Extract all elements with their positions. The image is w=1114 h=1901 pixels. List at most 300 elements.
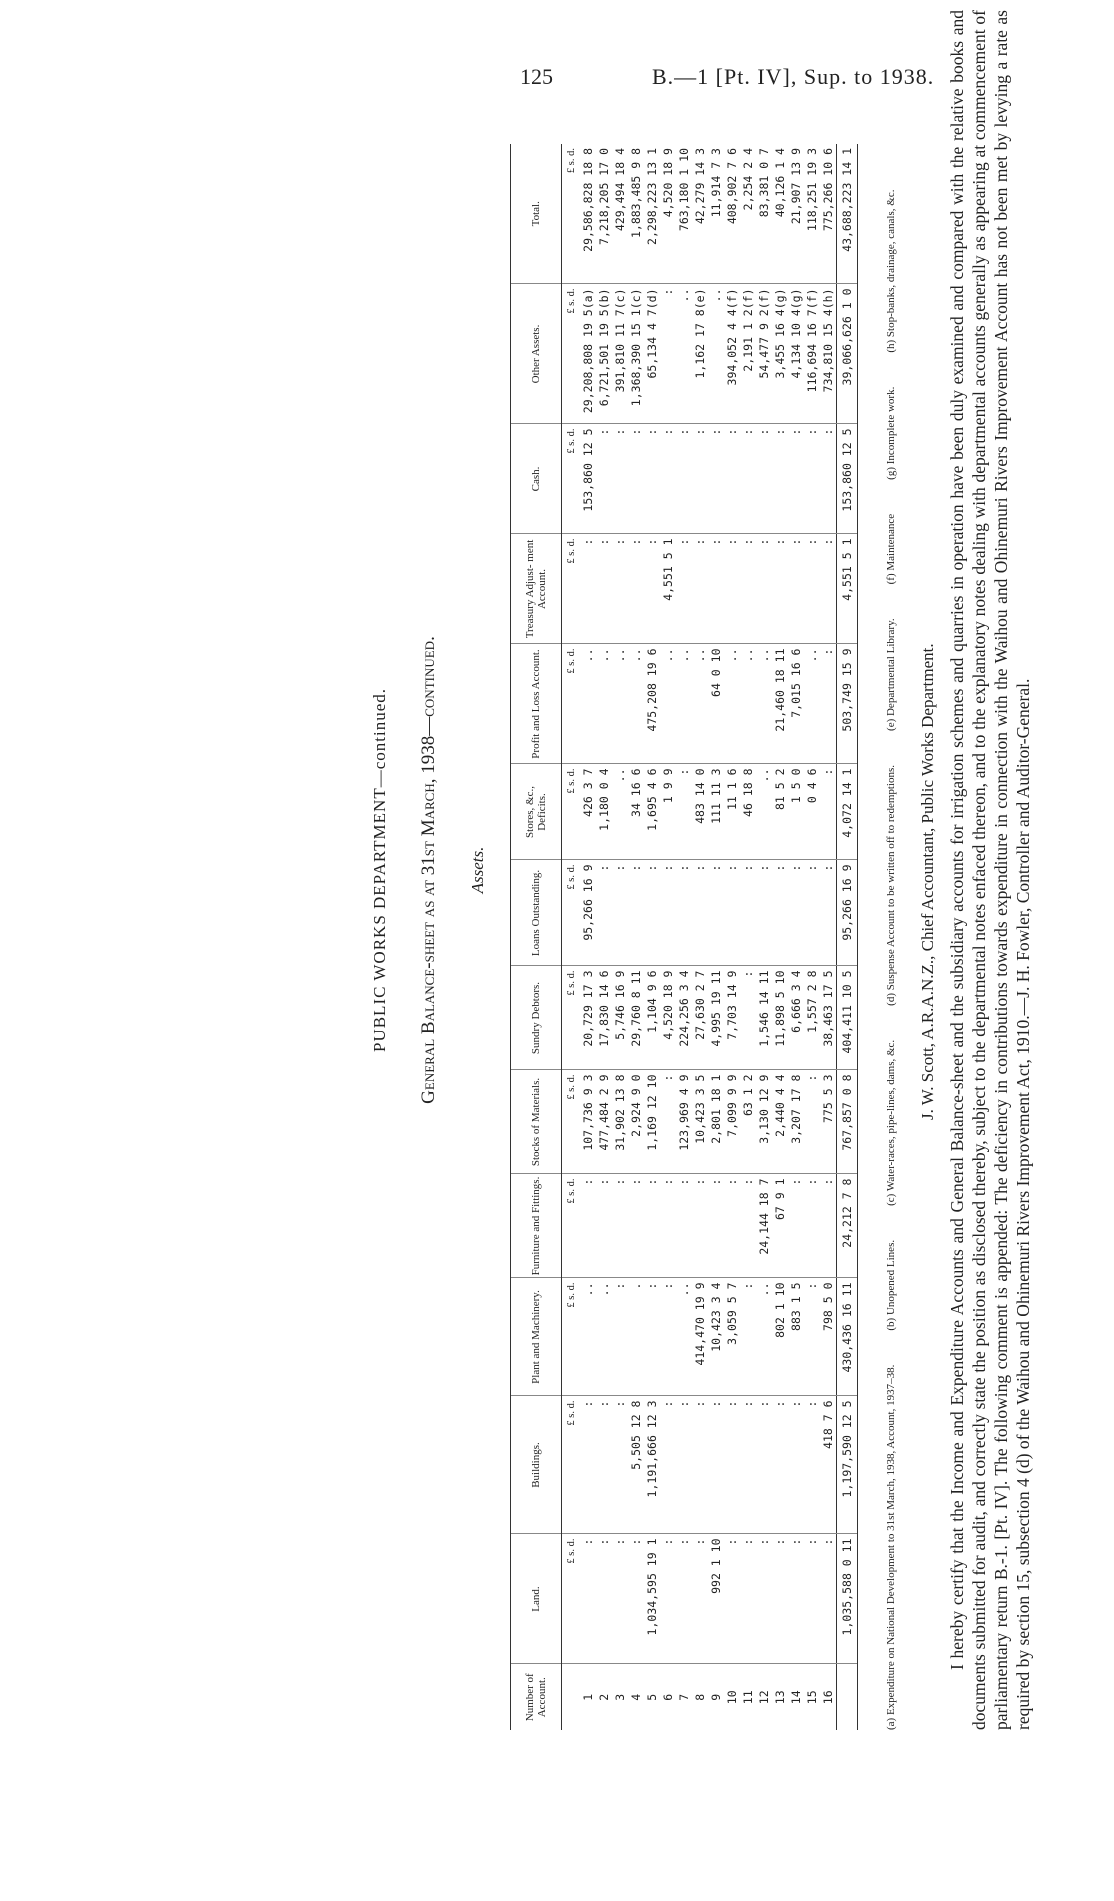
table-cell: 1 5 0	[788, 764, 804, 860]
table-cell: :	[740, 860, 756, 966]
table-cell: :	[804, 1396, 820, 1534]
table-cell: 426 3 7	[580, 764, 596, 860]
table-cell: :	[660, 1174, 676, 1278]
table-cell: 414,470 19 9	[692, 1278, 708, 1396]
table-cell: :	[628, 1174, 644, 1278]
table-cell: 2	[597, 1693, 611, 1701]
table-row	[788, 144, 804, 1730]
table-cell: 3	[613, 1693, 627, 1701]
table-row	[660, 144, 676, 1730]
footnote: (a) Expenditure on National Development to 31st March, 1938, Account, 1937–38.	[885, 1364, 897, 1730]
table-row	[708, 144, 724, 1730]
column-header: Land.	[511, 1534, 562, 1664]
table-cell: 111 11 3	[708, 764, 724, 860]
table-cell: £ s. d.	[562, 284, 581, 424]
table-cell: 9	[709, 1693, 723, 1701]
assets-table	[510, 144, 858, 1730]
table-cell: :	[660, 1396, 676, 1534]
table-cell: 1,104 9 6	[644, 966, 660, 1070]
table-cell: 2,191 1 2(f)	[740, 284, 756, 424]
table-cell: 31,902 13 8	[612, 1070, 628, 1174]
table-cell: 116,694 16 7(f)	[804, 284, 820, 424]
table-cell: :	[660, 284, 676, 424]
table-cell: :	[676, 764, 692, 860]
table-cell	[562, 1664, 581, 1730]
column-header: Stores, &c., Deficits.	[511, 764, 562, 860]
table-row	[676, 144, 692, 1730]
table-cell: :	[692, 860, 708, 966]
table-row	[644, 144, 660, 1730]
table-cell: £ s. d.	[562, 860, 581, 966]
table-cell: 67 9 1	[772, 1174, 788, 1278]
table-cell: 13	[773, 1690, 787, 1705]
table-cell: 394,052 4 4(f)	[724, 284, 740, 424]
table-row	[740, 144, 756, 1730]
table-cell: :	[740, 1278, 756, 1396]
table-cell: 123,969 4 9	[676, 1070, 692, 1174]
table-cell: :	[804, 534, 820, 644]
table-cell: :	[676, 534, 692, 644]
table-cell: ..	[612, 644, 628, 764]
table-cell: 6,666 3 4	[788, 966, 804, 1070]
table-cell: £ s. d.	[562, 1070, 581, 1174]
table-cell: £ s. d.	[562, 534, 581, 644]
column-header: Buildings.	[511, 1396, 562, 1534]
section-title: Assets.	[468, 846, 487, 894]
table-cell: ..	[596, 1278, 612, 1396]
department-title: PUBLIC WORKS DEPARTMENT—continued.	[370, 687, 389, 1053]
table-cell: :	[788, 534, 804, 644]
table-cell: :	[596, 534, 612, 644]
table-cell: 24,144 18 7	[756, 1174, 772, 1278]
footnotes	[884, 30, 898, 1730]
table-cell: 38,463 17 5	[820, 966, 837, 1070]
table-cell: 802 1 10	[772, 1278, 788, 1396]
table-cell: 4,551 5 1	[660, 534, 676, 644]
table-cell: :	[676, 1396, 692, 1534]
table-cell: 3,207 17 8	[788, 1070, 804, 1174]
table-cell: :	[708, 424, 724, 534]
table-cell: 775,266 10 6	[820, 144, 837, 284]
table-cell: 5,505 12 8	[628, 1396, 644, 1534]
table-cell: 408,902 7 6	[724, 144, 740, 284]
footnote: (h) Stop-banks, drainage, canals, &c.	[885, 189, 897, 353]
footnote: (c) Water-races, pipe-lines, dams, &c.	[885, 1039, 897, 1206]
table-cell: :	[820, 534, 837, 644]
table-cell: :	[788, 1534, 804, 1664]
document-reference: B.—1 [Pt. IV], Sup. to 1938.	[652, 64, 935, 89]
table-cell: £ s. d.	[562, 1278, 581, 1396]
table-cell: :	[692, 1534, 708, 1664]
table-cell: 153,860 12 5	[580, 424, 596, 534]
table-cell: :	[740, 1534, 756, 1664]
table-cell: :	[644, 1174, 660, 1278]
table-cell: :	[804, 1534, 820, 1664]
column-header: Treasury Adjust- ment Account.	[511, 534, 562, 644]
table-cell: 29,208,808 19 5(a)	[580, 284, 596, 424]
table-cell: 4,520 18 9	[660, 144, 676, 284]
table-cell: :	[740, 1396, 756, 1534]
table-cell: :	[676, 1534, 692, 1664]
table-cell: 16	[821, 1690, 835, 1705]
table-cell: 4,520 18 9	[660, 966, 676, 1070]
table-cell: :	[788, 860, 804, 966]
table-cell: 65,134 4 7(d)	[644, 284, 660, 424]
table-cell: 10,423 3 4	[708, 1278, 724, 1396]
table-cell: £ s. d.	[562, 424, 581, 534]
rotated-balance-sheet	[278, 0, 1038, 1740]
table-cell: 1,557 2 8	[804, 966, 820, 1070]
table-cell: 24,212 7 8	[837, 1174, 858, 1278]
table-cell: :	[596, 1396, 612, 1534]
table-cell: :	[740, 424, 756, 534]
table-cell: 430,436 16 11	[837, 1278, 858, 1396]
table-cell: :	[804, 860, 820, 966]
table-cell: 2,440 4 4	[772, 1070, 788, 1174]
table-cell: :	[612, 534, 628, 644]
table-cell: :	[580, 534, 596, 644]
table-cell: :	[724, 534, 740, 644]
balance-sheet-title: General Balance-sheet as at 31st March, 1938—continued.	[418, 636, 439, 1104]
table-row	[756, 144, 772, 1730]
table-cell: :	[660, 1070, 676, 1174]
table-cell: 418 7 6	[820, 1396, 837, 1534]
table-cell: 64 0 10	[708, 644, 724, 764]
table-cell: 0 4 6	[804, 764, 820, 860]
table-cell: 775 5 3	[820, 1070, 837, 1174]
table-cell: :	[724, 424, 740, 534]
table-cell: 2,254 2 4	[740, 144, 756, 284]
table-cell: :	[644, 860, 660, 966]
table-cell: 3,059 5 7	[724, 1278, 740, 1396]
table-cell: :	[580, 1534, 596, 1664]
table-cell: :	[580, 1174, 596, 1278]
table-cell: :	[708, 1396, 724, 1534]
table-cell: :	[660, 1278, 676, 1396]
page-number: 125	[520, 64, 553, 89]
table-cell: :	[692, 534, 708, 644]
table-cell: £ s. d.	[562, 1534, 581, 1664]
table-cell: 10	[725, 1690, 739, 1705]
table-cell: :	[772, 534, 788, 644]
table-cell: :	[740, 1174, 756, 1278]
table-cell: :	[772, 424, 788, 534]
table-row	[580, 144, 596, 1730]
table-cell: 63 1 2	[740, 1070, 756, 1174]
table-cell: :	[628, 534, 644, 644]
table-cell: ..	[756, 764, 772, 860]
table-cell: :	[628, 860, 644, 966]
table-cell: :	[820, 1534, 837, 1664]
table-cell: :	[596, 860, 612, 966]
table-cell: 4,134 10 4(g)	[788, 284, 804, 424]
table-cell: 4,551 5 1	[837, 534, 858, 644]
table-row	[724, 144, 740, 1730]
table-cell: 95,266 16 9	[837, 860, 858, 966]
table-cell: ..	[580, 644, 596, 764]
table-cell: 6	[661, 1693, 675, 1701]
table-cell: £ s. d.	[562, 764, 581, 860]
table-cell: :	[724, 1534, 740, 1664]
table-cell: ..	[692, 644, 708, 764]
table-cell: 1,695 4 6	[644, 764, 660, 860]
table-cell: :	[820, 644, 837, 764]
table-cell: 1,191,666 12 3	[644, 1396, 660, 1534]
table-cell: 483 14 0	[692, 764, 708, 860]
table-cell	[837, 1664, 858, 1730]
table-row	[820, 144, 837, 1730]
table-cell: 1,197,590 12 5	[837, 1396, 858, 1534]
table-row	[772, 144, 788, 1730]
footnote: (d) Suspense Account to be written off to redemptions.	[885, 764, 897, 1006]
table-cell: :	[692, 424, 708, 534]
table-cell: :	[708, 860, 724, 966]
table-cell: £ s. d.	[562, 1396, 581, 1534]
table-row	[692, 144, 708, 1730]
table-cell: 734,810 15 4(h)	[820, 284, 837, 424]
table-cell: :	[724, 860, 740, 966]
table-cell: ..	[740, 644, 756, 764]
table-cell: :	[660, 860, 676, 966]
table-cell: :	[756, 1534, 772, 1664]
table-cell: :	[644, 1278, 660, 1396]
table-cell: ..	[724, 644, 740, 764]
table-cell: :	[612, 424, 628, 534]
table-cell: 798 5 0	[820, 1278, 837, 1396]
table-cell: ..	[676, 644, 692, 764]
table-cell: :	[628, 1534, 644, 1664]
table-cell: ..	[804, 644, 820, 764]
table-cell: 11,898 5 10	[772, 966, 788, 1070]
table-cell: :	[692, 1396, 708, 1534]
totals-row	[837, 144, 858, 1730]
table-cell: 1,180 0 4	[596, 764, 612, 860]
table-row	[804, 144, 820, 1730]
column-header: Profit and Loss Account.	[511, 644, 562, 764]
footnote: (f) Maintenance	[885, 513, 897, 585]
table-cell: 2,801 18 1	[708, 1070, 724, 1174]
table-cell: :	[676, 1174, 692, 1278]
table-cell: 95,266 16 9	[580, 860, 596, 966]
table-cell: 11 1 6	[724, 764, 740, 860]
table-cell: 42,279 14 3	[692, 144, 708, 284]
table-row	[612, 144, 628, 1730]
table-cell: 2,298,223 13 1	[644, 144, 660, 284]
table-cell: 4,995 19 11	[708, 966, 724, 1070]
table-cell: 118,251 19 3	[804, 144, 820, 284]
table-cell: 54,477 9 2(f)	[756, 284, 772, 424]
column-header: Total.	[511, 144, 562, 284]
table-cell: :	[804, 424, 820, 534]
table-cell: 5	[645, 1693, 659, 1701]
table-cell: :	[788, 424, 804, 534]
table-cell: 503,749 15 9	[837, 644, 858, 764]
table-cell: 3,130 12 9	[756, 1070, 772, 1174]
table-cell: :	[788, 1174, 804, 1278]
table-cell: £ s. d.	[562, 144, 581, 284]
table-cell: 7,099 9 9	[724, 1070, 740, 1174]
table-cell: 4	[629, 1693, 643, 1701]
table-cell: 21,907 13 9	[788, 144, 804, 284]
table-cell: :	[756, 860, 772, 966]
table-cell: :	[612, 1396, 628, 1534]
table-cell: :	[644, 424, 660, 534]
table-cell: 1 9 9	[660, 764, 676, 860]
table-cell: :	[740, 966, 756, 1070]
table-cell: 767,857 0 8	[837, 1070, 858, 1174]
table-cell: ..	[580, 1278, 596, 1396]
table-cell: :	[676, 860, 692, 966]
table-cell: 34 16 6	[628, 764, 644, 860]
table-cell: ..	[756, 1278, 772, 1396]
table-cell: ..	[612, 764, 628, 860]
table-cell: :	[788, 1396, 804, 1534]
table-cell: :	[804, 1278, 820, 1396]
table-cell: 224,256 3 4	[676, 966, 692, 1070]
column-header: Number of Account.	[511, 1664, 562, 1730]
table-cell: £ s. d.	[562, 644, 581, 764]
table-cell: 475,208 19 6	[644, 644, 660, 764]
table-cell: 391,810 11 7(c)	[612, 284, 628, 424]
table-cell: :	[660, 1534, 676, 1664]
table-cell: 10,423 3 5	[692, 1070, 708, 1174]
table-cell: :	[612, 1174, 628, 1278]
table-cell: :	[756, 424, 772, 534]
table-cell: :	[692, 1174, 708, 1278]
table-cell: 39,066,626 1 0	[837, 284, 858, 424]
column-header: Sundry Debtors.	[511, 966, 562, 1070]
column-header: Stocks of Materials.	[511, 1070, 562, 1174]
table-cell: 29,760 8 11	[628, 966, 644, 1070]
table-cell: :	[756, 534, 772, 644]
table-cell: :	[660, 424, 676, 534]
table-cell: 1,034,595 19 1	[644, 1534, 660, 1664]
table-cell: :	[772, 860, 788, 966]
table-cell: 27,630 2 7	[692, 966, 708, 1070]
table-cell: 153,860 12 5	[837, 424, 858, 534]
table-cell: 14	[789, 1690, 803, 1705]
column-header: Other Assets.	[511, 284, 562, 424]
table-cell: :	[756, 1396, 772, 1534]
table-cell: :	[804, 1070, 820, 1174]
table-cell: ..	[708, 284, 724, 424]
units-row	[562, 144, 581, 1730]
table-cell: :	[676, 424, 692, 534]
column-header: Furniture and Fittings.	[511, 1174, 562, 1278]
footnote: (g) Incomplete work.	[885, 386, 897, 480]
table-cell: :	[820, 1174, 837, 1278]
table-cell: 7,703 14 9	[724, 966, 740, 1070]
table-row	[596, 144, 612, 1730]
footnote: (b) Unopened Lines.	[885, 1239, 897, 1331]
table-cell: :	[596, 1174, 612, 1278]
table-cell: :	[612, 1534, 628, 1664]
table-cell: 1	[581, 1693, 595, 1701]
table-cell: 7,218,205 17 0	[596, 144, 612, 284]
table-cell: 46 18 8	[740, 764, 756, 860]
table-cell: :	[804, 1174, 820, 1278]
table-cell: 7,015 16 6	[788, 644, 804, 764]
table-cell: 7	[677, 1693, 691, 1701]
column-header: Plant and Machinery.	[511, 1278, 562, 1396]
table-cell: 21,460 18 11	[772, 644, 788, 764]
table-cell: 107,736 9 3	[580, 1070, 596, 1174]
table-cell: ..	[628, 644, 644, 764]
table-cell: :	[596, 1534, 612, 1664]
table-cell: 11,914 7 3	[708, 144, 724, 284]
table-cell: :	[740, 534, 756, 644]
table-cell: :	[820, 764, 837, 860]
table-cell: ..	[596, 644, 612, 764]
table-cell: 404,411 10 5	[837, 966, 858, 1070]
table-cell: 17,830 14 6	[596, 966, 612, 1070]
table-cell: 992 1 10	[708, 1534, 724, 1664]
table-cell: :	[820, 860, 837, 966]
table-cell: 1,546 14 11	[756, 966, 772, 1070]
table-cell: 11	[741, 1690, 755, 1705]
table-cell: 2,924 9 0	[628, 1070, 644, 1174]
table-cell: ..	[660, 644, 676, 764]
table-cell: :	[708, 534, 724, 644]
table-cell: :	[724, 1396, 740, 1534]
table-cell: :	[612, 860, 628, 966]
table-cell: 8	[693, 1693, 707, 1701]
table-cell: 12	[757, 1690, 771, 1705]
table-cell: 1,169 12 10	[644, 1070, 660, 1174]
table-cell: 763,180 1 10	[676, 144, 692, 284]
table-cell: 3,455 16 4(g)	[772, 284, 788, 424]
table-cell: 477,484 2 9	[596, 1070, 612, 1174]
table-cell: 29,586,828 18 8	[580, 144, 596, 284]
footnote: (e) Departmental Library.	[885, 618, 897, 731]
table-cell: :	[612, 1278, 628, 1396]
table-cell: 83,381 0 7	[756, 144, 772, 284]
column-header: Loans Outstanding.	[511, 860, 562, 966]
table-cell: 15	[805, 1690, 819, 1705]
table-cell: £ s. d.	[562, 966, 581, 1070]
table-cell: 883 1 5	[788, 1278, 804, 1396]
table-cell: :	[820, 424, 837, 534]
column-header: Cash.	[511, 424, 562, 534]
table-cell: :	[644, 534, 660, 644]
table-cell: £ s. d.	[562, 1174, 581, 1278]
table-cell: 1,035,588 0 11	[837, 1534, 858, 1664]
table-cell: 4,072 14 1	[837, 764, 858, 860]
table-cell: 1,368,390 15 1(c)	[628, 284, 644, 424]
table-cell: 81 5 2	[772, 764, 788, 860]
table-cell: :	[596, 424, 612, 534]
table-cell: 5,746 16 9	[612, 966, 628, 1070]
table-cell: 429,494 18 4	[612, 144, 628, 284]
table-cell: :	[724, 1174, 740, 1278]
table-cell: 6,721,501 19 5(b)	[596, 284, 612, 424]
table-cell: 1,883,485 9 8	[628, 144, 644, 284]
table-cell: .	[628, 1278, 644, 1396]
table-cell: :	[708, 1174, 724, 1278]
table-cell: 20,729 17 3	[580, 966, 596, 1070]
table-row	[628, 144, 644, 1730]
table-cell: ..	[676, 284, 692, 424]
table-cell: ..	[676, 1278, 692, 1396]
table-cell: :	[772, 1534, 788, 1664]
chief-accountant-signature: J. W. Scott, A.R.A.N.Z., Chief Accountant, Public Works Department.	[918, 643, 937, 1120]
table-cell: ..	[756, 644, 772, 764]
table-cell: :	[772, 1396, 788, 1534]
table-cell: 1,162 17 8(e)	[692, 284, 708, 424]
audit-certificate: I hereby certify that the Income and Expenditure Accounts and General Balance-sheet and the subsidiary accounts for irrigation schemes and quarries in operation have been duly examined and compared with the relative books and documents submitted for audit, and correctly state the position as disclosed thereby, subject to the departmental notes enfaced thereon, and to the explanatory notes dealing with departmental accounts generally as appearing at commencement of parliamentary return B.-1. [Pt. IV]. The following comment is appended: The deficiency in contributions towards expenditure in connection with the Waihou and Ohinemuri Rivers Improvement Account has not been met by levying a rate as required by section 15, subsection 4 (d) of the Waihou and Ohinemuri Rivers Improvement Act, 1910.—J. H. Fowler, Controller and Auditor-General.	[947, 10, 1033, 1730]
table-cell: 40,126 1 4	[772, 144, 788, 284]
table-cell: :	[628, 424, 644, 534]
